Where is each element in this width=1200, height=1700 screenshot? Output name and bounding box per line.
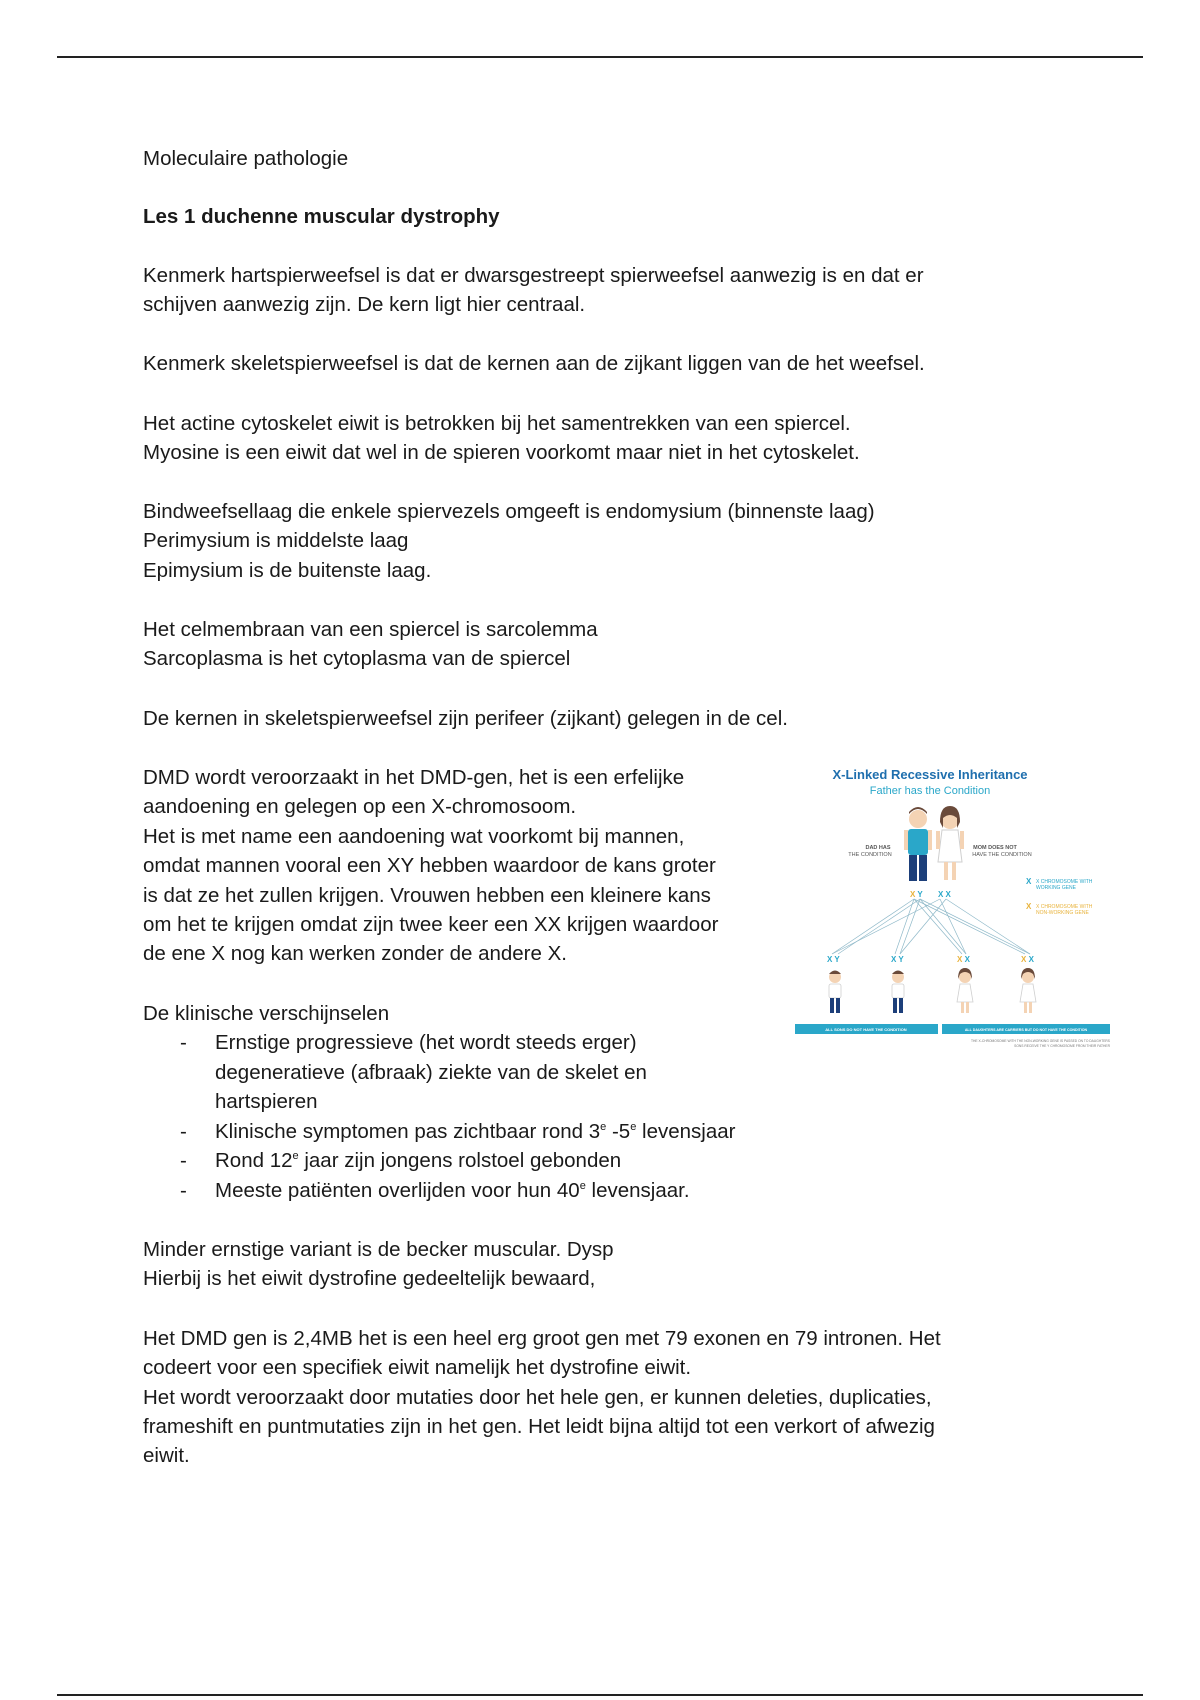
father-icon <box>904 807 932 881</box>
paragraph-line: codeert voor een specifiek eiwit namelijk het dystrofine eiwit. <box>143 1356 692 1379</box>
list-item: Meeste patiënten overlijden voor hun 40e levensjaar. <box>215 1179 690 1202</box>
figure-footnote: THE X-CHROMOSOME WITH THE NON-WORKING GENE IS PASSED ON TO DAUGHTERS <box>971 1039 1110 1043</box>
dad-chromosomes: X Y <box>910 890 923 899</box>
paragraph-line: is dat ze het zullen krijgen. Vrouwen hebben een kleinere kans <box>143 884 711 907</box>
paragraph-line: Hierbij is het eiwit dystrofine gedeeltelijk bewaard, <box>143 1267 596 1290</box>
list-item-cont: hartspieren <box>215 1090 318 1113</box>
bottom-rule <box>57 1694 1143 1696</box>
mom-chromosomes: X X <box>938 890 951 899</box>
list-bullet: - <box>180 1179 187 1202</box>
son-icon <box>829 971 841 1014</box>
figure-subtitle: Father has the Condition <box>869 785 991 797</box>
legend-nonworking-label: X CHROMOSOME WITH <box>1036 904 1093 910</box>
paragraph-line: Het actine cytoskelet eiwit is betrokken bij het samentrekken van een spiercel. <box>143 412 851 435</box>
paragraph-line: Kenmerk hartspierweefsel is dat er dwarsgestreept spierweefsel aanwezig is en dat er <box>143 264 924 287</box>
paragraph-line: Bindweefsellaag die enkele spiervezels omgeeft is endomysium (binnenste laag) <box>143 500 875 523</box>
paragraph-line: eiwit. <box>143 1444 190 1467</box>
son-icon <box>892 971 904 1014</box>
paragraph-line: om het te krijgen omdat zijn twee keer een XX krijgen waardoor <box>143 913 719 936</box>
mom-label: HAVE THE CONDITION <box>972 852 1032 858</box>
paragraph-line: Het DMD gen is 2,4MB het is een heel erg groot gen met 79 exonen en 79 intronen. Het <box>143 1327 941 1350</box>
list-intro: De klinische verschijnselen <box>143 1002 390 1025</box>
dad-label: THE CONDITION <box>848 852 892 858</box>
paragraph-line: omdat mannen vooral een XY hebben waardoor de kans groter <box>143 854 716 877</box>
son2-chromosomes: X Y <box>891 955 904 964</box>
list-bullet: - <box>180 1120 187 1143</box>
legend-working-label: X CHROMOSOME WITH <box>1036 879 1093 885</box>
paragraph-line: Het is met name een aandoening wat voorkomt bij mannen, <box>143 825 685 848</box>
list-bullet: - <box>180 1031 187 1054</box>
inheritance-lines <box>832 899 1030 954</box>
mom-label: MOM DOES NOT <box>973 845 1017 851</box>
paragraph-line: frameshift en puntmutaties zijn in het gen. Het leidt bijna altijd tot een verkort of afwezig <box>143 1415 935 1438</box>
legend-working-label: WORKING GENE <box>1036 885 1077 891</box>
paragraph-line: Het celmembraan van een spiercel is sarcolemma <box>143 618 598 641</box>
legend-working-x-icon: X <box>1026 877 1032 886</box>
list-item: Klinische symptomen pas zichtbaar rond 3e -5e levensjaar <box>215 1120 736 1143</box>
paragraph-line: Myosine is een eiwit dat wel in de spieren voorkomt maar niet in het cytoskelet. <box>143 441 860 464</box>
paragraph-line: Epimysium is de buitenste laag. <box>143 559 432 582</box>
daughter2-chromosomes: X X <box>1021 955 1034 964</box>
daughter-icon <box>957 968 973 1013</box>
list-item-cont: degeneratieve (afbraak) ziekte van de skelet en <box>215 1061 647 1084</box>
legend-nonworking-x-icon: X <box>1026 902 1032 911</box>
sons-banner-label: ALL SONS DO NOT HAVE THE CONDITION <box>825 1027 907 1032</box>
paragraph-line: Minder ernstige variant is de becker muscular. Dysp <box>143 1238 614 1261</box>
daughter1-chromosomes: X X <box>957 955 970 964</box>
dad-label: DAD HAS <box>865 845 891 851</box>
inheritance-diagram <box>790 762 1120 1062</box>
daughter-icon <box>1020 968 1036 1013</box>
paragraph-line: Kenmerk skeletspierweefsel is dat de kernen aan de zijkant liggen van de het weefsel. <box>143 352 925 375</box>
paragraph-line: DMD wordt veroorzaakt in het DMD-gen, het is een erfelijke <box>143 766 685 789</box>
figure-footnote: SONS RECEIVE THE Y CHROMOSOME FROM THEIR FATHER <box>1014 1044 1110 1048</box>
paragraph-line: Sarcoplasma is het cytoplasma van de spiercel <box>143 647 571 670</box>
son1-chromosomes: X Y <box>827 955 840 964</box>
list-item: Rond 12e jaar zijn jongens rolstoel gebonden <box>215 1149 622 1172</box>
paragraph-line: Het wordt veroorzaakt door mutaties door het hele gen, er kunnen deleties, duplicaties, <box>143 1386 932 1409</box>
paragraph-line: de ene X nog kan werken zonder de andere X. <box>143 942 567 965</box>
paragraph-line: aandoening en gelegen op een X-chromosoom. <box>143 795 577 818</box>
section-heading: Les 1 duchenne muscular dystrophy <box>143 205 500 228</box>
list-bullet: - <box>180 1149 187 1172</box>
paragraph-line: Perimysium is middelste laag <box>143 529 409 552</box>
legend-nonworking-label: NON-WORKING GENE <box>1036 910 1089 916</box>
paragraph-line: De kernen in skeletspierweefsel zijn perifeer (zijkant) gelegen in de cel. <box>143 707 788 730</box>
paragraph-line: schijven aanwezig zijn. De kern ligt hier centraal. <box>143 293 586 316</box>
document-title: Moleculaire pathologie <box>143 147 349 170</box>
list-item: Ernstige progressieve (het wordt steeds erger) <box>215 1031 637 1054</box>
top-rule <box>57 56 1143 58</box>
mother-icon <box>936 806 964 880</box>
daughters-banner-label: ALL DAUGHTERS ARE CARRIERS BUT DO NOT HAVE THE CONDITION <box>964 1028 1088 1032</box>
figure-title: X-Linked Recessive Inheritance <box>832 767 1028 782</box>
